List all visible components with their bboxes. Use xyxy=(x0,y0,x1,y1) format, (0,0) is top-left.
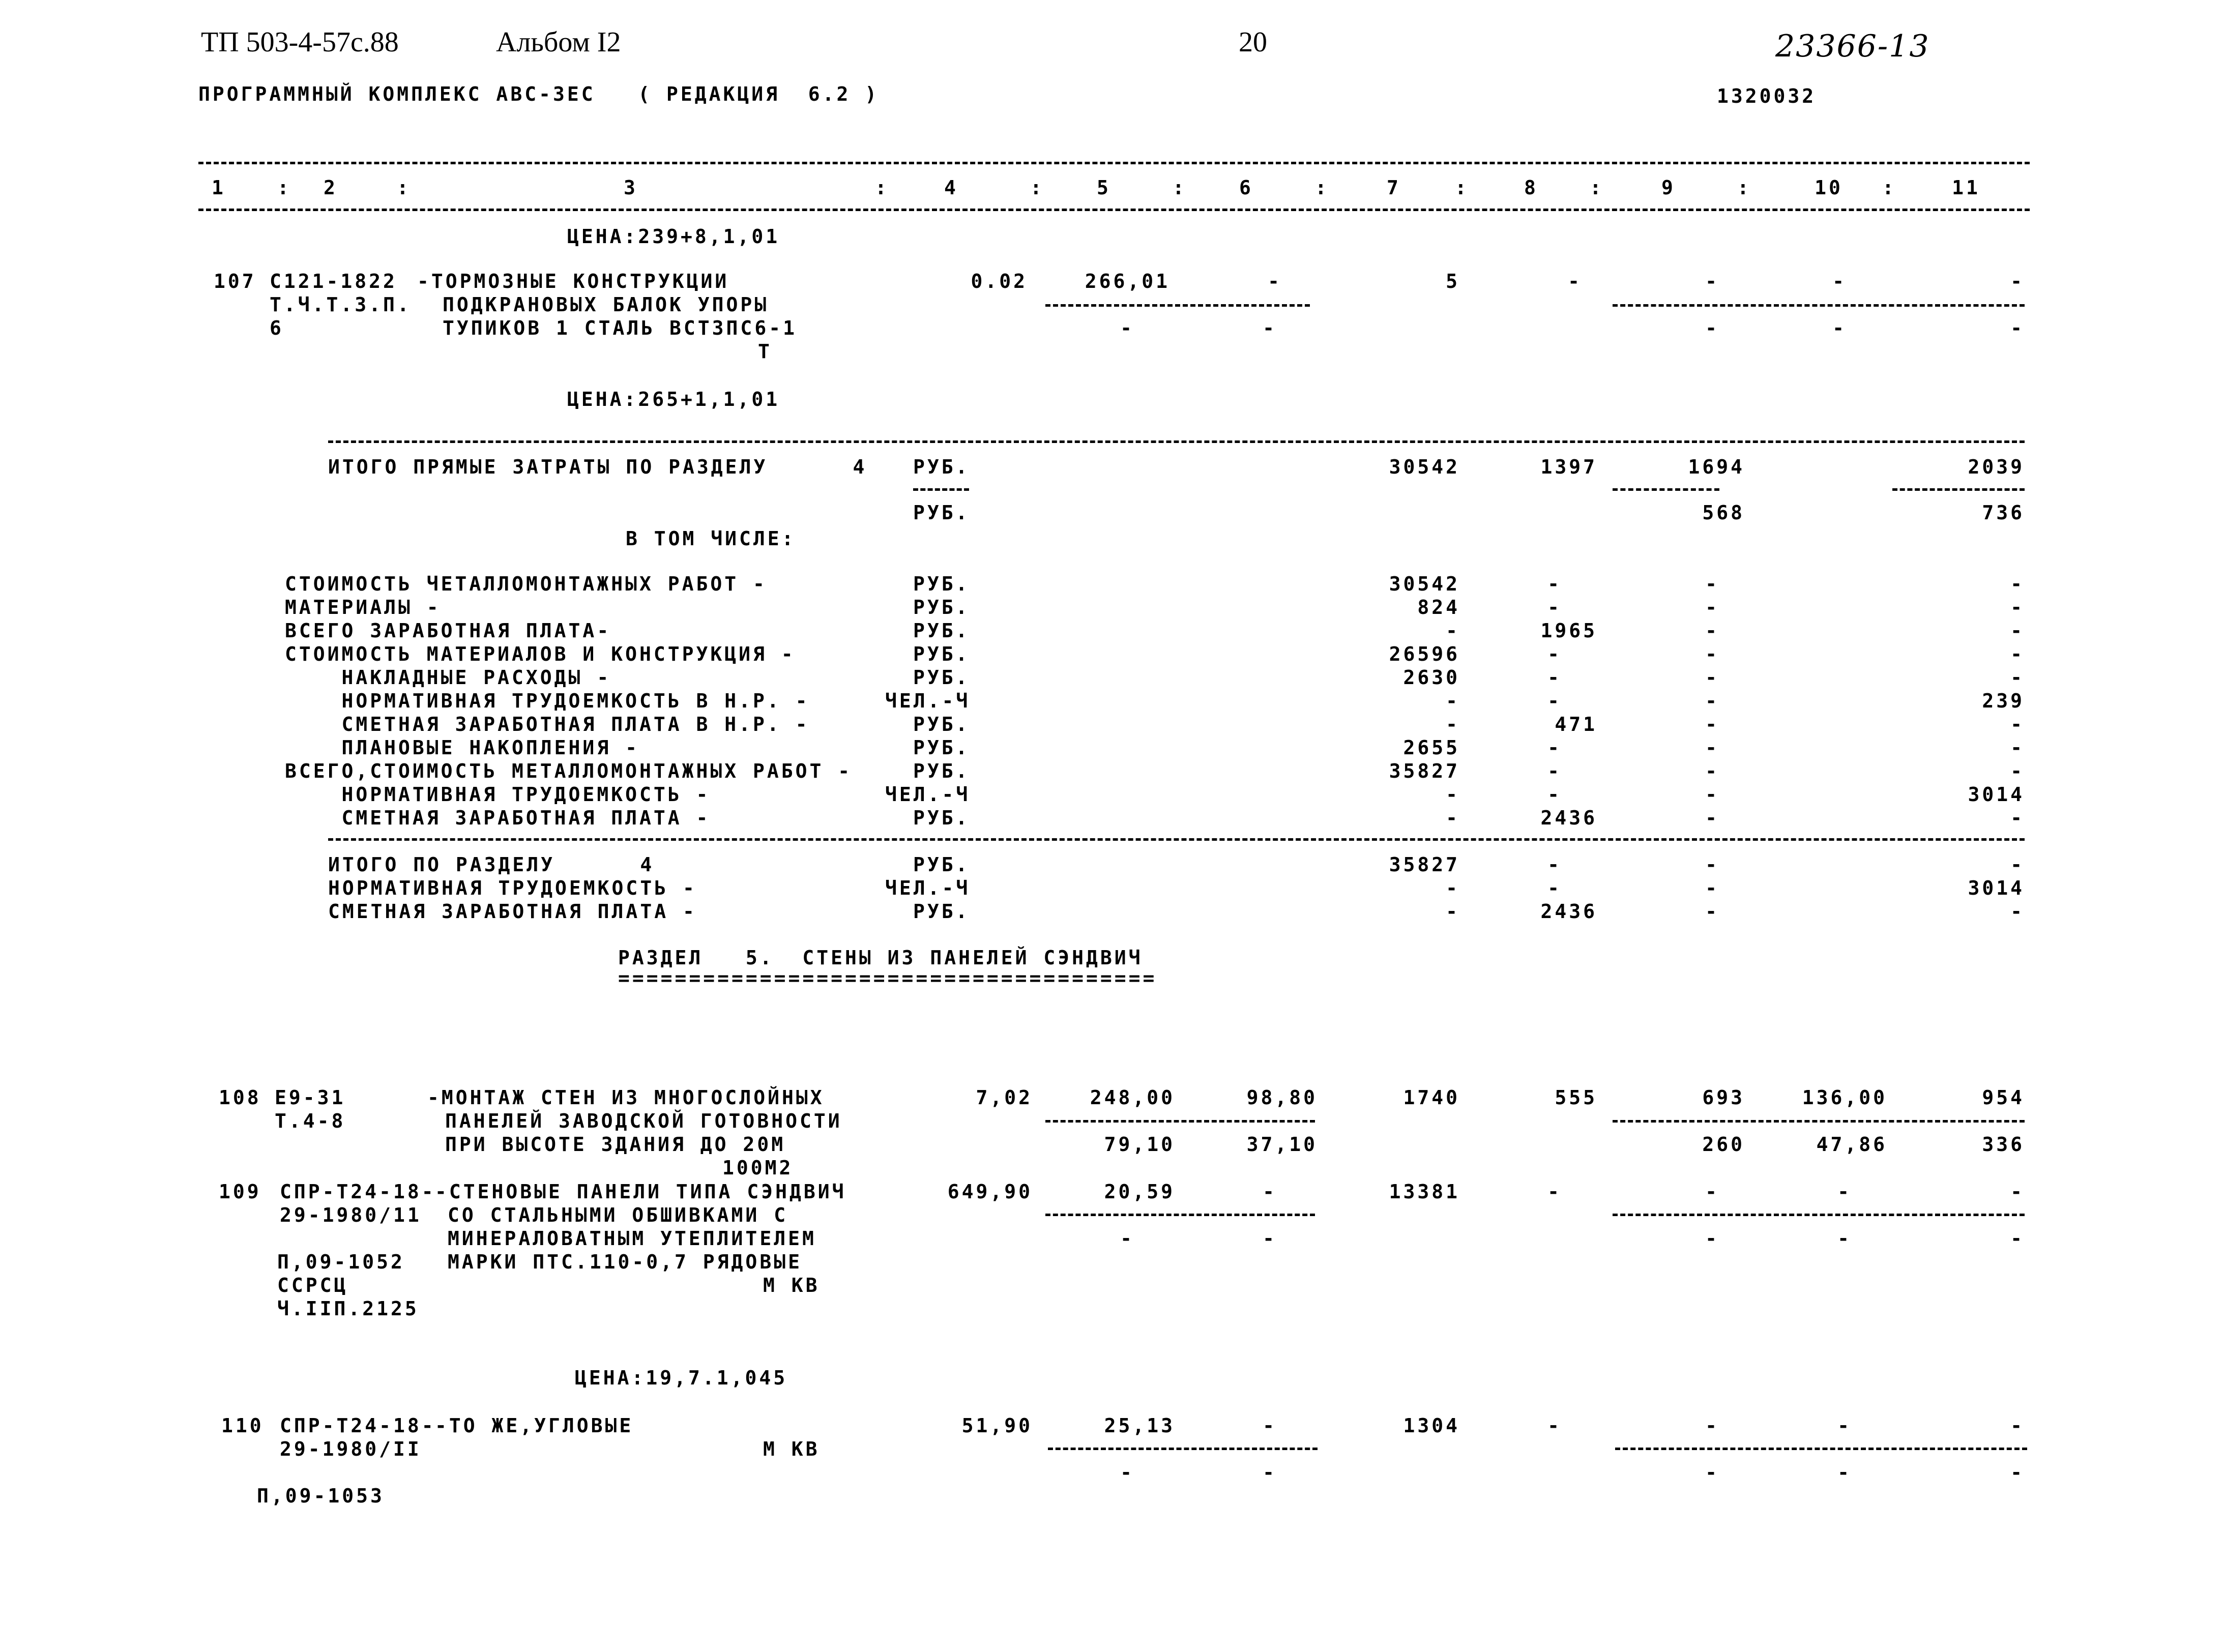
breakdown-unit: РУБ. xyxy=(913,760,970,782)
item-col7: 5 xyxy=(1446,270,1460,292)
breakdown-col9: - xyxy=(1705,596,1719,618)
breakdown-col7: - xyxy=(1446,783,1460,806)
item-description: ТУПИКОВ 1 СТАЛЬ ВСТЗПС6-1 xyxy=(443,317,797,339)
program-line: ПРОГРАММНЫЙ КОМПЛЕКС АВС-ЗЕС ( РЕДАКЦИЯ 6.2 ) xyxy=(198,83,880,105)
subline-rule xyxy=(1613,488,1719,491)
breakdown-col7: - xyxy=(1446,690,1460,712)
breakdown-col9: - xyxy=(1705,807,1719,829)
header-bottom-rule xyxy=(198,209,2030,211)
section-total-col9: - xyxy=(1705,853,1719,876)
breakdown-unit: РУБ. xyxy=(913,666,970,689)
item-col6: - xyxy=(1263,1181,1277,1203)
item-col8: - xyxy=(1547,1181,1562,1203)
section-total-col11: - xyxy=(2010,853,2025,876)
breakdown-unit: РУБ. xyxy=(913,643,970,665)
item-col10-sub: - xyxy=(1837,1227,1852,1250)
breakdown-col9: - xyxy=(1705,760,1719,782)
total-col11-sub: 736 xyxy=(1982,501,2025,524)
item-unit: 100М2 xyxy=(722,1157,794,1179)
breakdown-col8: 471 xyxy=(1555,713,1597,735)
section-total-col7: 35827 xyxy=(1389,853,1460,876)
item-code: 29-1980/11 xyxy=(280,1204,422,1226)
handwritten-number: 23366-13 xyxy=(1775,28,1930,64)
section-total-label: ИТОГО ПО РАЗДЕЛУ 4 xyxy=(328,853,655,876)
item-col5-sub: - xyxy=(1120,1227,1134,1250)
breakdown-col9: - xyxy=(1705,666,1719,689)
item-description: МИНЕРАЛОВАТНЫМ УТЕПЛИТЕЛЕМ xyxy=(448,1227,816,1250)
totals-top-rule xyxy=(328,440,2025,443)
item-number: 110 xyxy=(221,1414,264,1437)
item-col7: 13381 xyxy=(1389,1181,1460,1203)
item-col10-sub: - xyxy=(1832,317,1847,339)
column-number: 3 xyxy=(624,176,638,199)
breakdown-col7: - xyxy=(1446,620,1460,642)
total-unit: РУБ. xyxy=(913,501,970,524)
item-description: ПАНЕЛЕЙ ЗАВОДСКОЙ ГОТОВНОСТИ xyxy=(445,1110,842,1132)
item-col11: 954 xyxy=(1982,1086,2025,1109)
breakdown-col8: - xyxy=(1547,666,1562,689)
breakdown-col8: - xyxy=(1547,783,1562,806)
column-number: 7 xyxy=(1387,176,1401,199)
unit-rule xyxy=(913,488,969,491)
breakdown-label: СТОИМОСТЬ ЧЕТАЛЛОМОНТАЖНЫХ РАБОТ - xyxy=(285,573,767,595)
breakdown-unit: РУБ. xyxy=(913,573,970,595)
section-total-unit: ЧЕЛ.-Ч xyxy=(885,877,971,899)
item-description: -СТЕНОВЫЕ ПАНЕЛИ ТИПА СЭНДВИЧ xyxy=(435,1181,846,1203)
item-col7: 1304 xyxy=(1403,1414,1460,1437)
breakdown-col11: - xyxy=(2010,807,2025,829)
breakdown-col11: - xyxy=(2010,643,2025,665)
breakdown-col7: - xyxy=(1446,807,1460,829)
breakdown-col8: - xyxy=(1547,596,1562,618)
section-total-rule xyxy=(328,838,2025,841)
breakdown-label: ВСЕГО ЗАРАБОТНАЯ ПЛАТА- xyxy=(285,620,611,642)
item-code: Т.4-8 xyxy=(275,1110,346,1132)
breakdown-unit: ЧЕЛ.-Ч xyxy=(885,690,971,712)
item-quantity: 649,90 xyxy=(947,1181,1033,1203)
item-col6: - xyxy=(1268,270,1282,292)
subline-rule xyxy=(1048,1448,1318,1450)
breakdown-col11: 239 xyxy=(1982,690,2025,712)
column-number: 10 xyxy=(1815,176,1843,199)
breakdown-col9: - xyxy=(1705,620,1719,642)
breakdown-col9: - xyxy=(1705,690,1719,712)
item-col10: - xyxy=(1832,270,1847,292)
total-unit: РУБ. xyxy=(913,456,970,478)
breakdown-col8: - xyxy=(1547,690,1562,712)
section-total-col7: - xyxy=(1446,900,1460,923)
item-description: -МОНТАЖ СТЕН ИЗ МНОГОСЛОЙНЫХ xyxy=(427,1086,825,1109)
item-col6-sub: - xyxy=(1263,317,1277,339)
item-col9: 693 xyxy=(1702,1086,1745,1109)
item-description: -ТО ЖЕ,УГЛОВЫЕ xyxy=(435,1414,634,1437)
item-description: ПРИ ВЫСОТЕ ЗДАНИЯ ДО 20М xyxy=(445,1133,786,1156)
item-col11: - xyxy=(2010,1414,2025,1437)
breakdown-col7: 824 xyxy=(1417,596,1460,618)
header-top-rule xyxy=(198,162,2030,164)
item-col9-sub: - xyxy=(1705,1227,1719,1250)
breakdown-label: НОРМАТИВНАЯ ТРУДОЕМКОСТЬ - xyxy=(285,783,711,806)
breakdown-col9: - xyxy=(1705,573,1719,595)
breakdown-label: НОРМАТИВНАЯ ТРУДОЕМКОСТЬ В Н.Р. - xyxy=(285,690,810,712)
breakdown-label: ПЛАНОВЫЕ НАКОПЛЕНИЯ - xyxy=(285,736,639,759)
column-separator: : xyxy=(1030,176,1044,199)
subline-rule xyxy=(1892,488,2025,491)
item-number: 109 xyxy=(219,1181,261,1203)
column-number: 9 xyxy=(1661,176,1676,199)
item-col10: - xyxy=(1837,1181,1852,1203)
item-quantity: 7,02 xyxy=(976,1086,1033,1109)
breakdown-col8: - xyxy=(1547,736,1562,759)
breakdown-col8: - xyxy=(1547,573,1562,595)
column-separator: : xyxy=(1173,176,1187,199)
breakdown-label: МАТЕРИАЛЫ - xyxy=(285,596,441,618)
breakdown-col7: 26596 xyxy=(1389,643,1460,665)
breakdown-unit: РУБ. xyxy=(913,807,970,829)
item-description: МАРКИ ПТС.110-0,7 РЯДОВЫЕ xyxy=(448,1251,802,1273)
section-total-col8: 2436 xyxy=(1540,900,1597,923)
breakdown-col11: - xyxy=(2010,736,2025,759)
item-code: П,09-1053 xyxy=(257,1485,385,1507)
total-col8: 1397 xyxy=(1540,456,1597,478)
column-number: 2 xyxy=(324,176,338,199)
section-total-label: НОРМАТИВНАЯ ТРУДОЕМКОСТЬ - xyxy=(328,877,697,899)
item-description: СО СТАЛЬНЫМИ ОБШИВКАМИ С xyxy=(448,1204,788,1226)
item-col10: 136,00 xyxy=(1802,1086,1887,1109)
item-col6: 98,80 xyxy=(1246,1086,1318,1109)
breakdown-col11: - xyxy=(2010,620,2025,642)
item-code: СПР-Т24-18- xyxy=(280,1181,436,1203)
item-col10: - xyxy=(1837,1414,1852,1437)
item-col9-sub: 260 xyxy=(1702,1133,1745,1156)
breakdown-col7: 35827 xyxy=(1389,760,1460,782)
item-unit: М КВ xyxy=(763,1438,820,1460)
subline-rule xyxy=(1045,1120,1315,1123)
item-description: ПОДКРАНОВЫХ БАЛОК УПОРЫ xyxy=(443,293,769,316)
section-total-col7: - xyxy=(1446,877,1460,899)
subline-rule xyxy=(1613,1120,2025,1123)
section-total-label: СМЕТНАЯ ЗАРАБОТНАЯ ПЛАТА - xyxy=(328,900,697,923)
breakdown-label: НАКЛАДНЫЕ РАСХОДЫ - xyxy=(285,666,611,689)
breakdown-col11: - xyxy=(2010,760,2025,782)
item-col7: 1740 xyxy=(1403,1086,1460,1109)
column-number: 11 xyxy=(1952,176,1980,199)
including-heading: В ТОМ ЧИСЛЕ: xyxy=(626,527,796,550)
column-number: 8 xyxy=(1524,176,1538,199)
item-code: 29-1980/II xyxy=(280,1438,422,1460)
column-separator: : xyxy=(397,176,411,199)
section-total-col9: - xyxy=(1705,877,1719,899)
item-code: Е9-31 xyxy=(275,1086,346,1109)
section-total-col8: - xyxy=(1547,853,1562,876)
item-col11: - xyxy=(2010,270,2025,292)
breakdown-label: СМЕТНАЯ ЗАРАБОТНАЯ ПЛАТА - xyxy=(285,807,711,829)
breakdown-label: СТОИМОСТЬ МАТЕРИАЛОВ И КОНСТРУКЦИЯ - xyxy=(285,643,796,665)
section-5-underline: ====================================== xyxy=(618,967,1157,989)
item-description: -ТОРМОЗНЫЕ КОНСТРУКЦИИ xyxy=(417,270,729,292)
breakdown-col11: - xyxy=(2010,596,2025,618)
section-total-col9: - xyxy=(1705,900,1719,923)
item-code: 6 xyxy=(270,317,284,339)
item-code: СПР-Т24-18- xyxy=(280,1414,436,1437)
total-col11: 2039 xyxy=(1968,456,2025,478)
breakdown-col8: - xyxy=(1547,760,1562,782)
total-col7: 30542 xyxy=(1389,456,1460,478)
section-total-col11: 3014 xyxy=(1968,877,2025,899)
album-label: Альбом I2 xyxy=(496,26,621,58)
item-col6: - xyxy=(1263,1414,1277,1437)
item-col11-sub: - xyxy=(2010,1227,2025,1250)
item-col6-sub: 37,10 xyxy=(1246,1133,1318,1156)
item-quantity: 0.02 xyxy=(971,270,1028,292)
breakdown-col9: - xyxy=(1705,783,1719,806)
item-col5: 248,00 xyxy=(1090,1086,1175,1109)
item-col9: - xyxy=(1705,1414,1719,1437)
breakdown-col11: - xyxy=(2010,666,2025,689)
item-col6-sub: - xyxy=(1263,1227,1277,1250)
section-5-title: РАЗДЕЛ 5. СТЕНЫ ИЗ ПАНЕЛЕЙ СЭНДВИЧ xyxy=(618,947,1143,969)
price-line: ЦЕНА:239+8,1,01 xyxy=(567,225,780,248)
column-separator: : xyxy=(1315,176,1329,199)
item-col10-sub: - xyxy=(1837,1461,1852,1484)
breakdown-col7: 30542 xyxy=(1389,573,1460,595)
breakdown-label: ВСЕГО,СТОИМОСТЬ МЕТАЛЛОМОНТАЖНЫХ РАБОТ - xyxy=(285,760,853,782)
breakdown-col8: 2436 xyxy=(1540,807,1597,829)
column-number: 1 xyxy=(212,176,226,199)
item-col9-sub: - xyxy=(1705,317,1719,339)
program-code: 1320032 xyxy=(1717,85,1817,107)
page-number: 20 xyxy=(1239,26,1267,58)
breakdown-label: СМЕТНАЯ ЗАРАБОТНАЯ ПЛАТА В Н.Р. - xyxy=(285,713,810,735)
subline-rule xyxy=(1613,304,2025,307)
breakdown-col11: - xyxy=(2010,713,2025,735)
item-col5: 20,59 xyxy=(1104,1181,1175,1203)
item-number: 107 xyxy=(214,270,256,292)
subline-rule xyxy=(1613,1214,2025,1216)
item-code: Т.Ч.Т.3.П. xyxy=(270,293,412,316)
item-col11-sub: - xyxy=(2010,1461,2025,1484)
section-total-unit: РУБ. xyxy=(913,900,970,923)
item-col5: 25,13 xyxy=(1104,1414,1175,1437)
item-code: С121-1822 xyxy=(270,270,397,292)
item-col9: - xyxy=(1705,270,1719,292)
item-col8: - xyxy=(1568,270,1582,292)
subline-rule xyxy=(1615,1448,2027,1450)
column-number: 4 xyxy=(944,176,958,199)
breakdown-col9: - xyxy=(1705,643,1719,665)
section-total-col8: - xyxy=(1547,877,1562,899)
item-col11-sub: - xyxy=(2010,317,2025,339)
column-number: 5 xyxy=(1097,176,1111,199)
total-col9: 1694 xyxy=(1688,456,1745,478)
item-col11-sub: 336 xyxy=(1982,1133,2025,1156)
document-code: ТП 503-4-57с.88 xyxy=(201,26,399,58)
breakdown-col11: - xyxy=(2010,573,2025,595)
item-col8: 555 xyxy=(1555,1086,1597,1109)
column-separator: : xyxy=(1455,176,1469,199)
section-total-unit: РУБ. xyxy=(913,853,970,876)
breakdown-col9: - xyxy=(1705,736,1719,759)
price-line: ЦЕНА:19,7.1,045 xyxy=(575,1367,788,1389)
breakdown-col11: 3014 xyxy=(1968,783,2025,806)
total-col9-sub: 568 xyxy=(1702,501,1745,524)
breakdown-unit: РУБ. xyxy=(913,596,970,618)
subline-rule xyxy=(1045,304,1310,307)
section-total-col11: - xyxy=(2010,900,2025,923)
column-separator: : xyxy=(875,176,889,199)
column-separator: : xyxy=(1737,176,1751,199)
item-col5-sub: - xyxy=(1120,317,1134,339)
item-unit: М КВ xyxy=(763,1274,820,1296)
item-col8: - xyxy=(1547,1414,1562,1437)
breakdown-col7: 2630 xyxy=(1403,666,1460,689)
breakdown-unit: РУБ. xyxy=(913,620,970,642)
item-code: ССРСЦ xyxy=(277,1274,348,1296)
column-separator: : xyxy=(277,176,291,199)
total-label: ИТОГО ПРЯМЫЕ ЗАТРАТЫ ПО РАЗДЕЛУ 4 xyxy=(328,456,867,478)
breakdown-unit: РУБ. xyxy=(913,736,970,759)
column-number: 6 xyxy=(1239,176,1253,199)
item-unit: Т xyxy=(758,340,772,363)
item-col9-sub: - xyxy=(1705,1461,1719,1484)
item-col11: - xyxy=(2010,1181,2025,1203)
column-separator: : xyxy=(1590,176,1604,199)
breakdown-unit: РУБ. xyxy=(913,713,970,735)
breakdown-col7: 2655 xyxy=(1403,736,1460,759)
subline-rule xyxy=(1045,1214,1315,1216)
item-code: Ч.IIП.2125 xyxy=(277,1297,419,1320)
item-col5-sub: - xyxy=(1120,1461,1134,1484)
column-separator: : xyxy=(1882,176,1896,199)
price-line: ЦЕНА:265+1,1,01 xyxy=(567,388,780,410)
item-code: П,09-1052 xyxy=(277,1251,405,1273)
item-col5-sub: 79,10 xyxy=(1104,1133,1175,1156)
breakdown-col7: - xyxy=(1446,713,1460,735)
item-quantity: 51,90 xyxy=(961,1414,1033,1437)
breakdown-col8: 1965 xyxy=(1540,620,1597,642)
breakdown-col9: - xyxy=(1705,713,1719,735)
breakdown-col8: - xyxy=(1547,643,1562,665)
item-col10-sub: 47,86 xyxy=(1816,1133,1887,1156)
breakdown-unit: ЧЕЛ.-Ч xyxy=(885,783,971,806)
item-col5: 266,01 xyxy=(1085,270,1170,292)
item-col9: - xyxy=(1705,1181,1719,1203)
item-number: 108 xyxy=(219,1086,261,1109)
item-col6-sub: - xyxy=(1263,1461,1277,1484)
